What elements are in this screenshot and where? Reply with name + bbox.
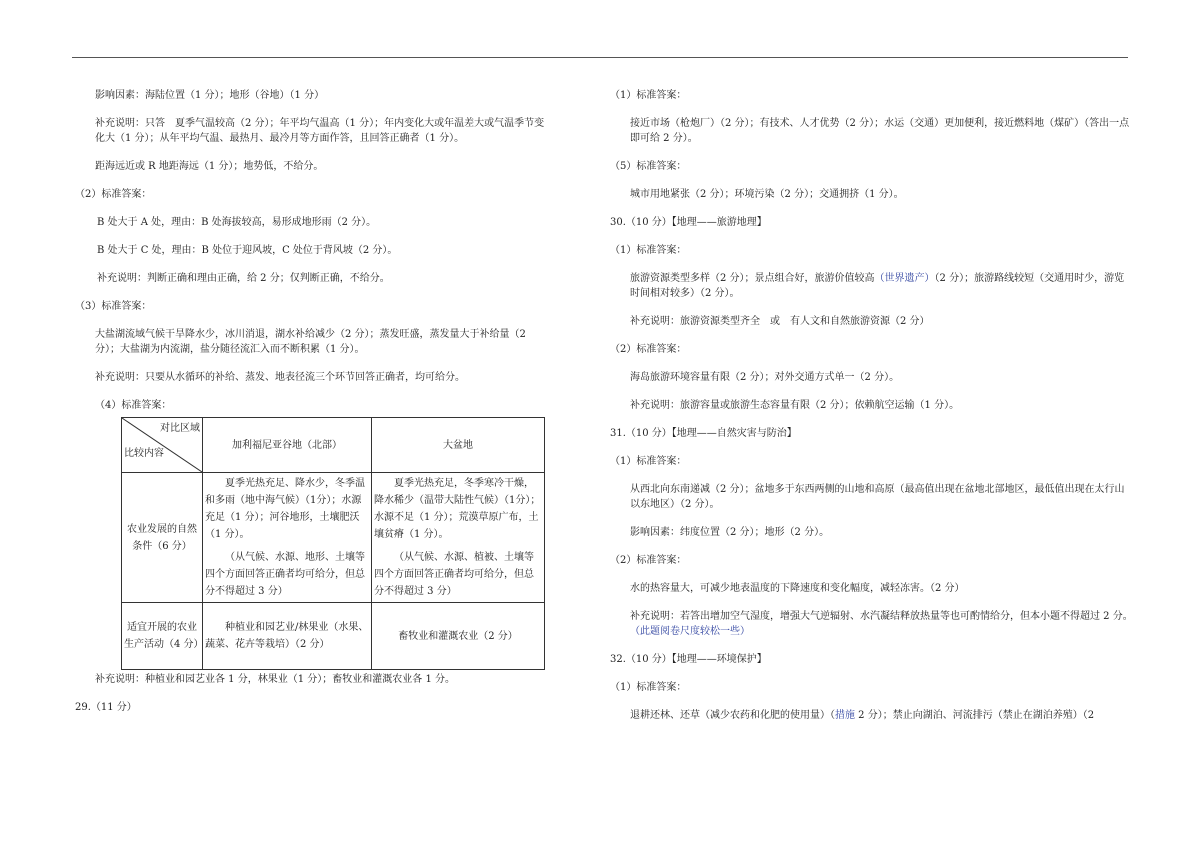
- paragraph: 补充说明：只要从水循环的补给、蒸发、地表径流三个环节回答正确者，均可给分。: [95, 372, 465, 383]
- table-cell: 种植业和园艺业/林果业（水果、蔬菜、花卉等栽培）（2 分）: [203, 603, 372, 670]
- section-heading: （1）标准答案：: [610, 245, 687, 256]
- section-heading: （1）标准答案：: [610, 456, 687, 467]
- left-column: [75, 88, 545, 728]
- paragraph: B 处大于 C 处，理由：B 处位于迎风坡，C 处位于背风坡（2 分）。: [97, 245, 398, 256]
- section-heading: （4）标准答案：: [95, 400, 172, 411]
- paragraph: 影响因素：纬度位置（2 分）；地形（2 分）。: [630, 527, 830, 538]
- paragraph: B 处大于 A 处，理由：B 处海拔较高，易形成地形雨（2 分）。: [97, 217, 377, 228]
- header-rule: [72, 57, 1128, 58]
- section-heading: （2）标准答案：: [610, 344, 687, 355]
- section-heading: （3）标准答案：: [75, 301, 152, 312]
- paragraph: 城市用地紧张（2 分）；环境污染（2 分）；交通拥挤（1 分）。: [630, 189, 904, 200]
- paragraph: 水的热容量大，可减少地表温度的下降速度和变化幅度，减轻冻害。（2 分）: [630, 583, 965, 594]
- question-heading: 30.（10 分）【地理——旅游地理】: [610, 217, 767, 228]
- text-run: 2 分）；禁止向湖泊、河流排污（禁止在湖泊养殖）（2: [855, 710, 1095, 721]
- cell-text: 夏季光热充足、降水少，冬季温和多雨（地中海气候）（1分）；水源充足（1 分）；河谷地形，土壤肥沃（1 分）。: [205, 478, 365, 540]
- highlight-text: （世界遗产）: [874, 273, 935, 284]
- text-run: 旅游资源类型多样（2 分）；景点组合好，旅游价值较高: [630, 273, 875, 284]
- paragraph: 补充说明：判断正确和理由正确，给 2 分；仅判断正确，不给分。: [97, 273, 390, 284]
- text-run: （2 分）；旅游路线较短（交通用时少，游览时间相对较多）（2 分）。: [630, 273, 1125, 299]
- question-heading: 31.（10 分）【地理——自然灾害与防治】: [610, 428, 797, 439]
- section-heading: （2）标准答案：: [610, 555, 687, 566]
- paragraph: 影响因素：海陆位置（1 分）；地形（谷地）（1 分）: [95, 90, 325, 101]
- column-header: 大盆地: [372, 418, 545, 473]
- cell-text: （从气候、水源、植被、土壤等四个方面回答正确者均可给分，但总分不得超过 3 分）: [374, 552, 534, 597]
- cell-text: （从气候、水源、地形、土壤等四个方面回答正确者均可给分，但总分不得超过 3 分）: [205, 552, 365, 597]
- section-heading: （2）标准答案：: [75, 189, 152, 200]
- paragraph: 从西北向东南递减（2 分）；盆地多于东西两侧的山地和高原（最高值出现在盆地北部地区，最低值出现在太行山以东地区）（2 分）。: [630, 484, 1125, 510]
- highlight-text: （此题阅卷尺度较松一些）: [630, 626, 750, 637]
- paragraph: 接近市场（枪炮厂）（2 分）；有技术、人才优势（2 分）；水运（交通）更加便利，接近燃料地（煤矿）（答出一点即可给 2 分）。: [630, 118, 1130, 144]
- row-header: 农业发展的自然条件（6 分）: [122, 473, 203, 603]
- table-cell: 畜牧业和灌溉农业（2 分）: [372, 603, 545, 670]
- paragraph: 大盐湖流域气候干旱降水少，冰川消退，湖水补给减少（2 分）；蒸发旺盛，蒸发量大于补给量（2 分）；大盐湖为内流湖，盐分随径流汇入而不断积累（1 分）。: [95, 329, 526, 355]
- corner-top-label: 对比区域: [160, 423, 200, 434]
- corner-bottom-label: 比较内容: [124, 448, 164, 459]
- question-heading: 32.（10 分）【地理——环境保护】: [610, 654, 767, 665]
- paragraph: 补充说明：旅游容量或旅游生态容量有限（2 分）；依赖航空运输（1 分）。: [630, 400, 960, 411]
- comparison-table: [121, 417, 545, 670]
- row-header: 适宜开展的农业生产活动（4 分）: [122, 603, 203, 670]
- section-heading: （1）标准答案：: [610, 90, 687, 101]
- paragraph: [610, 708, 1133, 723]
- paragraph: [610, 609, 1133, 639]
- section-heading: （1）标准答案：: [610, 682, 687, 693]
- paragraph: 补充说明：只答 夏季气温较高（2 分）；年平均气温高（1 分）；年内变化大或年温差大或气温季节变化大（1 分）；从年平均气温、最热月、最冷月等方面作答，且回答正确者（1 分）。: [95, 118, 545, 144]
- text-run: 退耕还林、还草（减少农药和化肥的使用量）（: [630, 710, 835, 721]
- table-corner-cell: [122, 418, 203, 473]
- highlight-text: 措施: [835, 710, 855, 721]
- paragraph: 海岛旅游环境容量有限（2 分）；对外交通方式单一（2 分）。: [630, 372, 900, 383]
- table-cell: [372, 473, 545, 603]
- column-header: 加利福尼亚谷地（北部）: [203, 418, 372, 473]
- right-column: [610, 88, 1133, 736]
- section-heading: （5）标准答案：: [610, 161, 687, 172]
- paragraph: [610, 271, 1133, 301]
- question-heading: 29.（11 分）: [75, 702, 137, 713]
- table-cell: [203, 473, 372, 603]
- paragraph: 补充说明：旅游资源类型齐全 或 有人文和自然旅游资源（2 分）: [630, 316, 930, 327]
- cell-text: 夏季光热充足，冬季寒冷干燥，降水稀少（温带大陆性气候）（1分）；水源不足（1 分）；荒漠草原广布，土壤贫瘠（1 分）。: [374, 478, 541, 540]
- paragraph: 补充说明：种植业和园艺业各 1 分，林果业（1 分）；畜牧业和灌溉农业各 1 分。: [95, 674, 455, 685]
- text-run: 补充说明：若答出增加空气湿度，增强大气逆辐射、水汽凝结释放热量等也可酌情给分，但本小题不得超过 2 分。: [630, 611, 1133, 622]
- paragraph: 距海远近或 R 地距海远（1 分）；地势低，不给分。: [95, 161, 324, 172]
